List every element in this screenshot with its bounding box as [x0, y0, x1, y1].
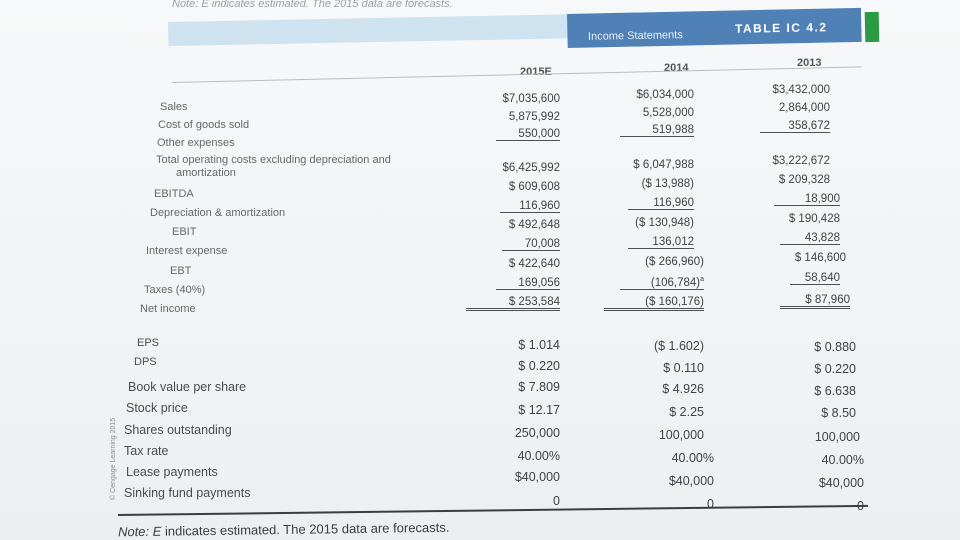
row-label: EBIT	[172, 226, 197, 238]
row-label: Total operating costs excluding depreciation and	[156, 154, 391, 166]
table-number: TABLE IC 4.2	[734, 20, 828, 36]
cell-2013: $ 6.638	[814, 384, 856, 398]
cell-2015e: $ 0.220	[518, 359, 560, 373]
row-label: Stock price	[126, 401, 188, 415]
cell-2015e: $ 1.014	[518, 338, 560, 352]
cell-2014: 100,000	[658, 428, 704, 442]
cell-2014: 116,960	[628, 197, 694, 210]
cell-2015e: $ 422,640	[508, 258, 560, 270]
tab-accent	[865, 12, 880, 42]
cell-2013: $ 0.880	[814, 340, 856, 354]
row-label: EBITDA	[154, 188, 194, 200]
cell-2015e: $ 492,648	[508, 219, 560, 231]
cell-2015e: $ 609,608	[508, 181, 560, 193]
row-label: EBT	[170, 265, 192, 277]
cell-2013: 2,864,000	[778, 102, 830, 114]
cell-2014: $ 6,047,988	[633, 159, 694, 171]
row-label: Lease payments	[126, 465, 218, 479]
top-note: Note: E indicates estimated. The 2015 data are forecasts.	[172, 0, 453, 10]
cell-2013: $ 209,328	[778, 174, 830, 186]
cell-2014: 136,012	[628, 236, 694, 249]
cell-2015e: $7,035,600	[502, 93, 560, 105]
cell-2014: ($ 13,988)	[641, 178, 694, 190]
cell-2015e: $6,425,992	[502, 162, 560, 174]
cell-2014: 0	[707, 497, 714, 511]
cell-2014: 40.00%	[671, 451, 714, 465]
bottom-note: Note: E indicates estimated. The 2015 data are forecasts.	[117, 519, 450, 540]
row-label: Other expenses	[157, 137, 235, 149]
cell-2015e: 40.00%	[517, 449, 560, 463]
row-label: Net income	[140, 303, 196, 315]
row-label: Depreciation & amortization	[150, 207, 286, 219]
cell-2015e: $ 7.809	[518, 380, 560, 394]
cell-2015e: $ 12.17	[518, 403, 560, 417]
cell-2015e: 169,056	[496, 277, 560, 290]
row-label: Book value per share	[128, 380, 247, 394]
column-header-2015e: 2015E	[520, 66, 552, 78]
cell-2015e: 70,008	[502, 238, 560, 251]
cell-2014: $ 4.926	[662, 382, 704, 396]
cell-2015e: $ 253,584	[466, 296, 560, 311]
cell-2013: $3,222,672	[772, 155, 830, 167]
cell-2014: $ 2.25	[669, 405, 704, 419]
cell-2013: $ 190,428	[788, 213, 840, 225]
cell-2013: $ 146,600	[794, 252, 846, 264]
copyright-notice: © Cengage Learning 2015	[110, 417, 117, 500]
cell-2013: $3,432,000	[772, 84, 830, 96]
row-label: Sinking fund payments	[124, 486, 251, 500]
cell-2015e: 0	[553, 494, 560, 508]
cell-2014: ($ 1.602)	[653, 339, 704, 353]
cell-2015e: $40,000	[514, 470, 560, 484]
cell-2013: $ 87,960	[780, 294, 850, 309]
cell-2015e: 550,000	[496, 128, 560, 141]
cell-2013: $ 8.50	[821, 406, 856, 420]
cell-2013: 43,828	[780, 232, 840, 245]
footnote-marker: a	[700, 276, 704, 283]
row-label: Taxes (40%)	[144, 284, 206, 296]
column-header-2013: 2013	[797, 57, 822, 69]
cell-2014: ($ 266,960)	[645, 256, 704, 268]
table-tab-label: Income Statements	[587, 29, 683, 43]
row-label: Sales	[160, 101, 188, 113]
cell-2013: $40,000	[818, 476, 864, 490]
header-divider	[172, 66, 862, 83]
row-label: Tax rate	[124, 444, 169, 458]
row-label-continued: amortization	[176, 167, 236, 179]
row-label: Shares outstanding	[124, 423, 232, 437]
row-label: Cost of goods sold	[158, 119, 250, 131]
column-header-2014: 2014	[664, 62, 689, 74]
row-label: DPS	[134, 356, 157, 368]
cell-2015e: 5,875,992	[508, 111, 560, 123]
cell-2014: $6,034,000	[636, 89, 694, 101]
cell-2013: 100,000	[814, 430, 860, 444]
row-label: Interest expense	[146, 245, 228, 257]
cell-2014: 519,988	[620, 124, 694, 137]
cell-2014: ($ 160,176)	[604, 296, 704, 311]
cell-2014: 5,528,000	[642, 107, 694, 119]
cell-2015e: 116,960	[500, 200, 560, 213]
cell-2015e: 250,000	[514, 426, 560, 440]
cell-2013: 18,900	[774, 193, 840, 206]
cell-2014: $ 0.110	[663, 361, 704, 375]
cell-2014: $(106,784)^a$	[620, 276, 704, 290]
row-label: EPS	[137, 337, 160, 349]
cell-2014: ($ 130,948)	[635, 217, 694, 229]
cell-2013: $ 0.220	[814, 362, 856, 376]
cell-2014: $40,000	[668, 474, 714, 488]
cell-2013: 0	[857, 499, 864, 513]
cell-2013: 358,672	[760, 120, 830, 133]
cell-2013: 40.00%	[821, 453, 864, 467]
cell-2013: 58,640	[790, 272, 840, 285]
